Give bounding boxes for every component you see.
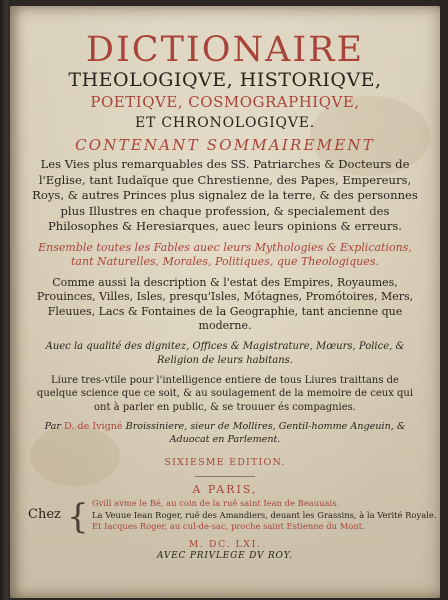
edition: SIXIESME EDITION. [164,457,286,468]
printer-list [92,498,440,533]
imprint-printers [10,497,440,537]
title-line-3: POETIQVE, COSMOGRAPHIQVE, [90,93,360,111]
imprint-place: A PARIS, [192,483,258,496]
paragraph-liure: Liure tres-vtile pour l'intelligence entiere de tous Liures traittans de quelque science que ce soit, & au soulagement de la memoire de ceux qui ont à parler en public, & se trouuer és compagnies. [36,374,414,413]
imprint-date: M. DC. LXI. [188,538,262,550]
printer-1: Gvill avme le Bé, au coin de la ruë saint Iean de Beauuais. [92,498,340,508]
paragraph-dignitez: Auec la qualité des dignitez, Offices & Magistrature, Mœurs, Police, & Religion de leurs habitans. [45,340,405,366]
paragraph-geographie: Comme aussi la description & l'estat des Empires, Royaumes, Prouinces, Villes, Isles, presqu'Isles, Mótagnes, Promótoires, Mers, Fleuues, Lacs & Fontaines de la Geographie, tant ancienne que moderne. [36,275,414,332]
author-rest: Broissiniere, sieur de Mollires, Gentil-homme Angeuin, & Aduocat en Parlement. [125,421,406,445]
printer-3: Et Iacques Roger, au cul-de-sac, proche saint Estienne du Mont. [92,521,365,532]
imprint-chez: Chez [28,507,61,522]
paragraph-vies: Les Vies plus remarquables des SS. Patriarches & Docteurs de l'Eglise, tant Iudaïque que Chrestienne, des Papes, Empereurs, Roys, & autres Princes plus signalez de la terre, & des personnes plus Illustres en chaque profession, & specialement des Philosophes & Heresiarques, auec leurs opinions & erreurs. [32,157,418,233]
paragraph-fables: Ensemble toutes les Fables auec leurs Mythologies & Explications, tant Naturelles, Morales, Politiques, que Theologiques. [38,240,412,268]
title-page-text [10,6,440,561]
author-line [10,420,440,446]
divider-rule [195,476,255,477]
printer-2: La Veuue Iean Roger, ruë des Amandiers, deuant les Grassins, à la Verité Royale. [92,509,437,520]
brace-glyph: { [67,497,89,537]
title-line-5: CONTENANT SOMMAIREMENT [75,136,375,154]
title-page [10,6,440,598]
author-name: D. de Ivigné [64,421,123,432]
title-line-4: ET CHRONOLOGIQVE. [134,115,316,131]
title-main: DICTIONAIRE [85,30,365,70]
title-line-2: THEOLOGIQVE, HISTORIQVE, [68,69,382,91]
imprint-privilege: AVEC PRIVLEGE DV ROY. [157,550,293,561]
author-par: Par [44,421,61,432]
